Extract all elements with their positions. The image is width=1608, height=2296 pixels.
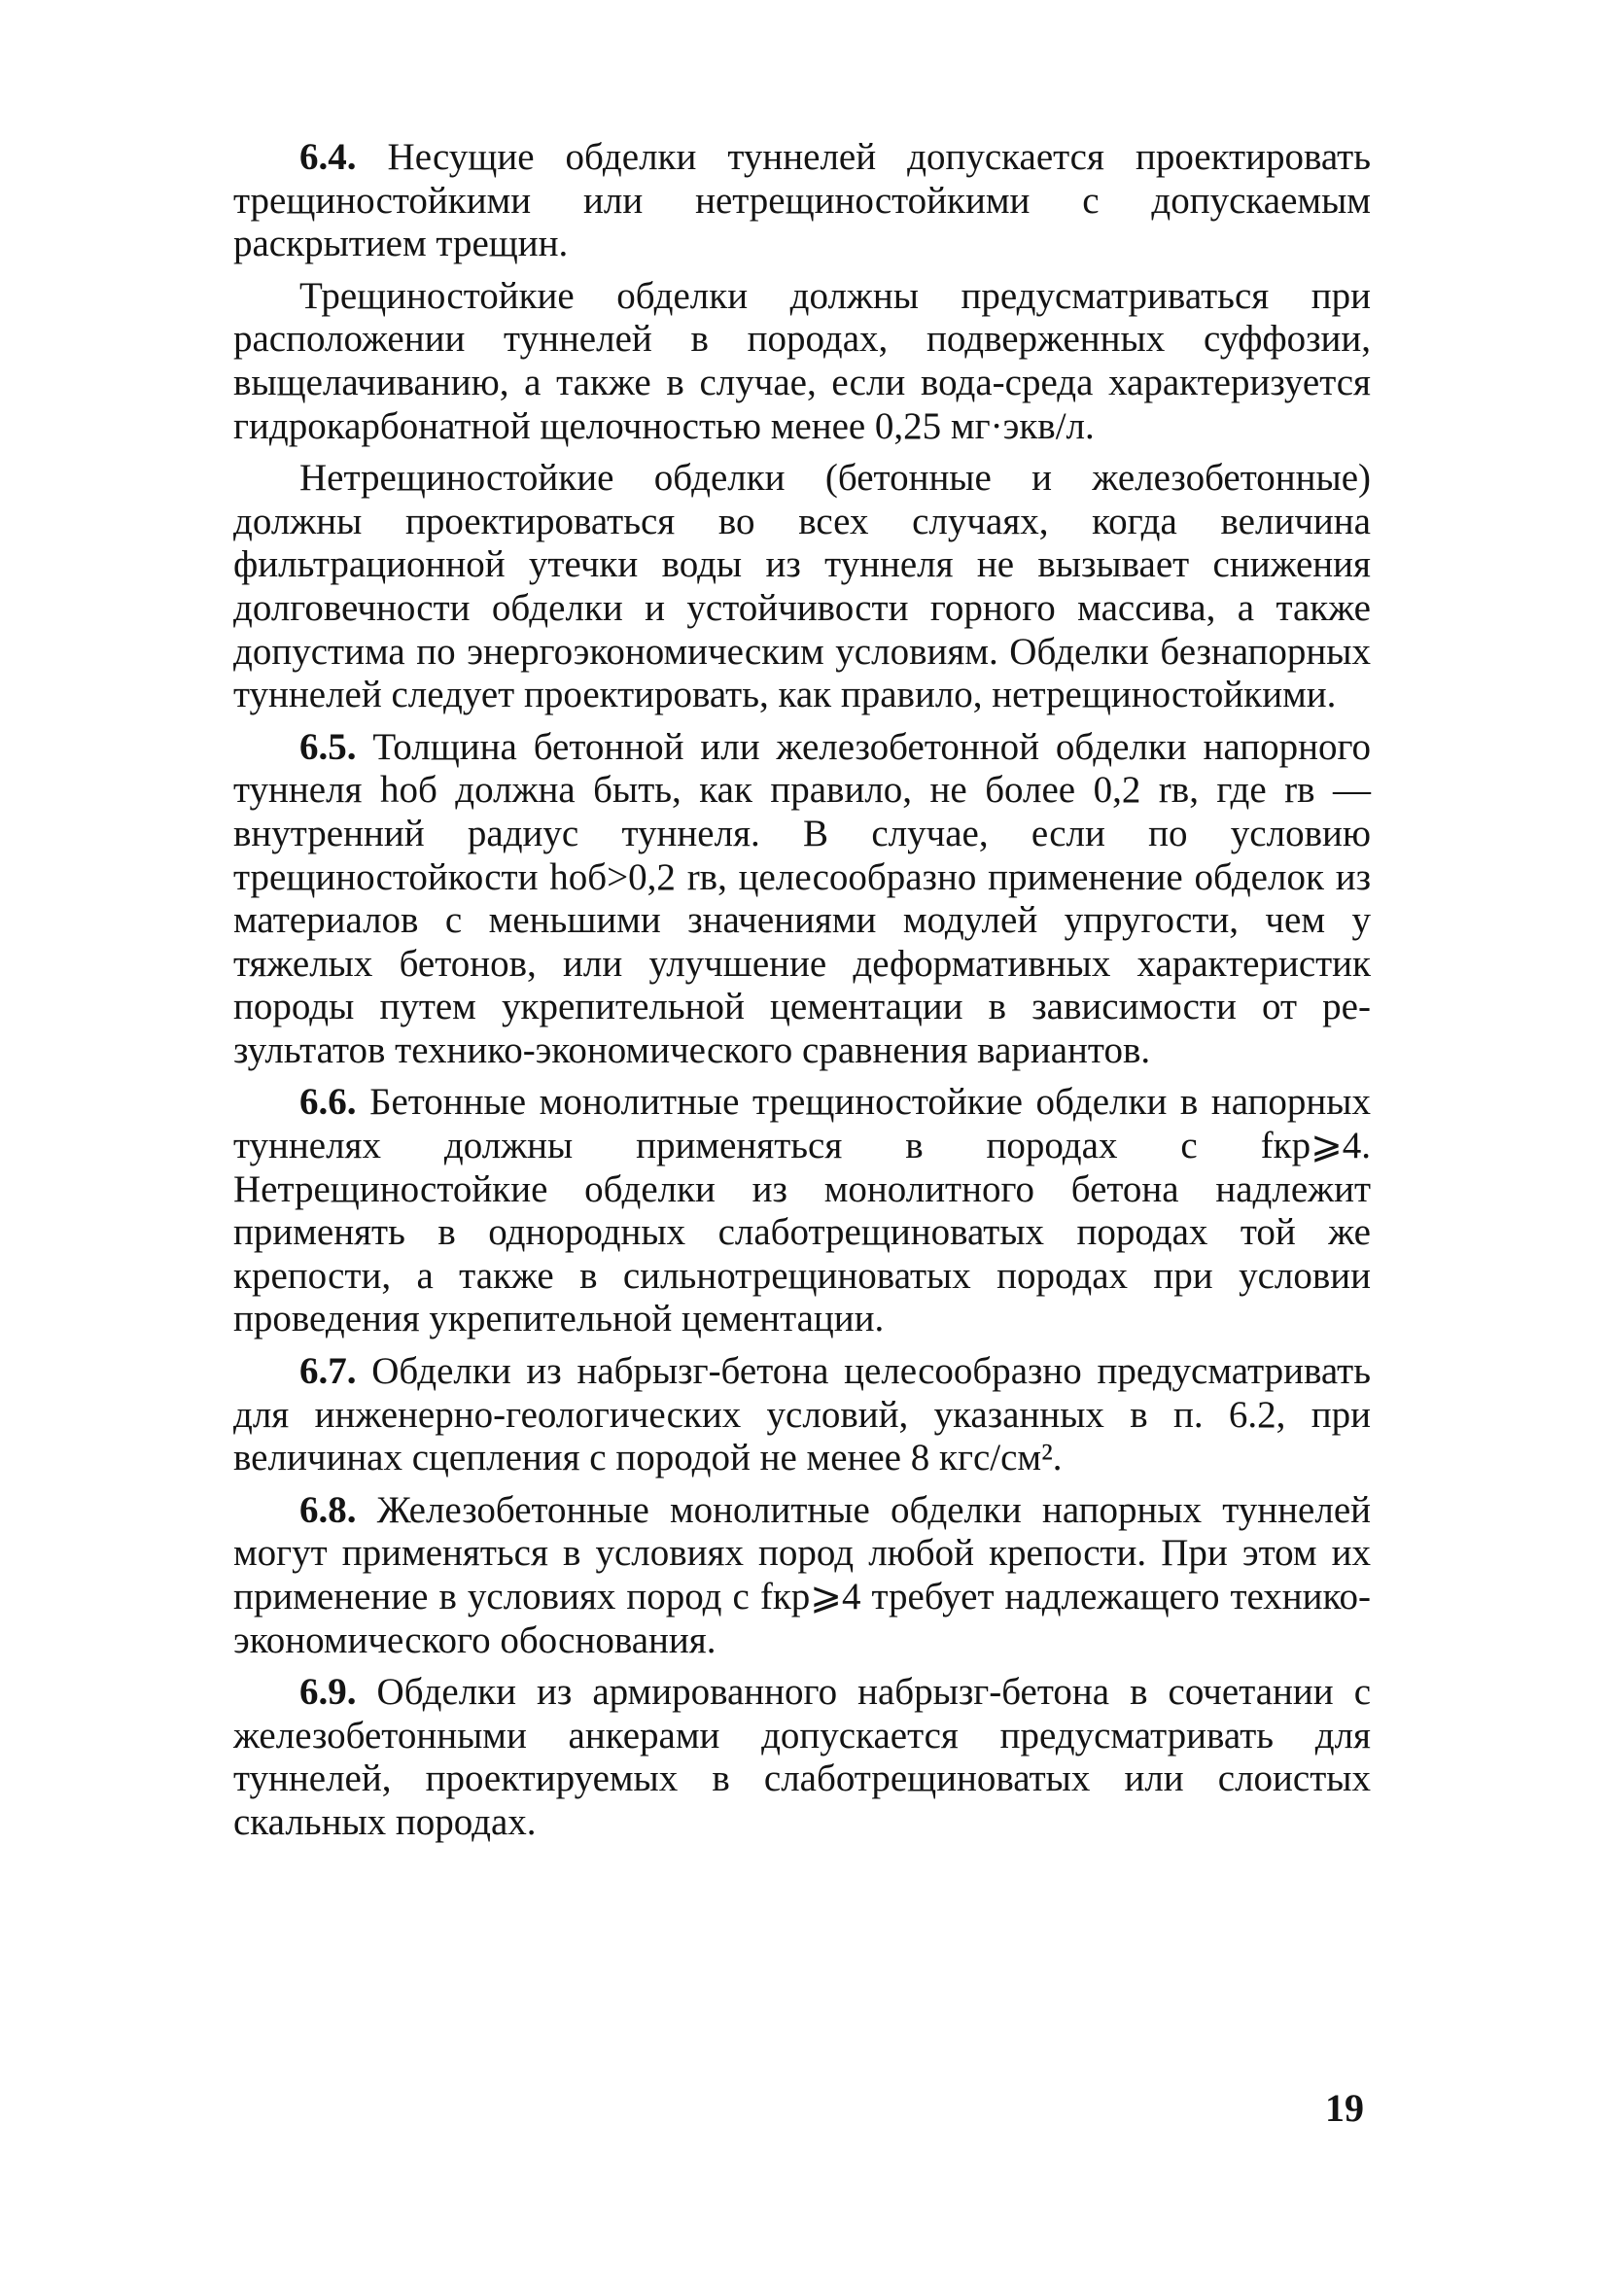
clause-number: 6.8.	[299, 1488, 357, 1531]
clause-number: 6.6.	[299, 1081, 357, 1124]
paragraph-6-6	[233, 1081, 1371, 1341]
paragraph-text: Обделки из набрызг-бетона целесообразно предусматривать для инженерно-геологических условий, указанных в п. 6.2, при величинах сцепления с породой не менее 8 кгс/см².	[233, 1350, 1371, 1479]
paragraph-6-4	[233, 136, 1371, 266]
paragraph-text: Нетрещиностойкие обделки (бетонные и железобетонные) должны проектироваться во всех случаях, когда величина фильтрационной утечки воды из туннеля не вызывает снижения долговечности обделки и устойчивости горного массива, а также допустима по энергоэкономическим условиям. Обделки безнапорных туннелей следует проектировать, как правило, нетрещиностойкими.	[233, 457, 1371, 716]
paragraph-6-4-crack-resistant	[233, 275, 1371, 448]
paragraph-text: Обделки из армированного набрызг-бетона в сочетании с железобетонными анкерами допускается предусматривать для туннелей, проектируемых в слаботрещиноватых или слоистых скальных породах.	[233, 1671, 1372, 1843]
body-text	[233, 136, 1371, 1845]
paragraph-6-5	[233, 726, 1371, 1073]
paragraph-text: Железобетонные монолитные обделки напорных туннелей могут применяться в условиях пород любой крепости. При этом их применение в условиях пород с fкр⩾4 требует надлежащего технико-экономического обоснования.	[233, 1488, 1371, 1661]
paragraph-text: Трещиностойкие обделки должны предусматриваться при расположении туннелей в породах, подверженных суффозии, выщелачиванию, а также в случае, если вода-среда характеризуется гидрокарбонатной щелочностью менее 0,25 мг·экв/л.	[233, 274, 1371, 447]
paragraph-6-8	[233, 1489, 1371, 1662]
clause-number: 6.7.	[299, 1350, 357, 1393]
paragraph-text: Бетонные монолитные трещиностойкие обделки в напорных туннелях должны применяться в породах с fкр⩾4. Нетрещиностойкие обделки из монолитного бетона надлежит применять в однородных слаботрещиноватых породах той же крепости, а также в сильнотрещиноватых породах при условии проведения укрепительной цементации.	[233, 1081, 1371, 1340]
clause-number: 6.4.	[299, 136, 357, 178]
clause-number: 6.9.	[299, 1671, 357, 1714]
paragraph-6-9	[233, 1671, 1371, 1844]
paragraph-6-4-non-crack-resistant	[233, 457, 1371, 717]
paragraph-6-7	[233, 1350, 1371, 1480]
paragraph-text: Толщина бетонной или железобетонной обделки напорного туннеля hоб должна быть, как правило, не более 0,2 rв, где rв — внутренний радиус туннеля. В случае, если по условию трещиностойкости hоб>0,2 rв, целесообразно применение обделок из материалов с меньшими значениями модулей упругости, чем у тяжелых бетонов, или улучшение деформативных характеристик породы путем укрепительной цементации в зависимости от результатов технико-экономического сравнения вариантов.	[233, 725, 1372, 1071]
paragraph-text: Несущие обделки туннелей допускается проектировать трещиностойкими или нетрещиностойкими с допускаемым раскрытием трещин.	[233, 136, 1371, 265]
page-number: 19	[1325, 2086, 1364, 2130]
clause-number: 6.5.	[299, 725, 357, 768]
